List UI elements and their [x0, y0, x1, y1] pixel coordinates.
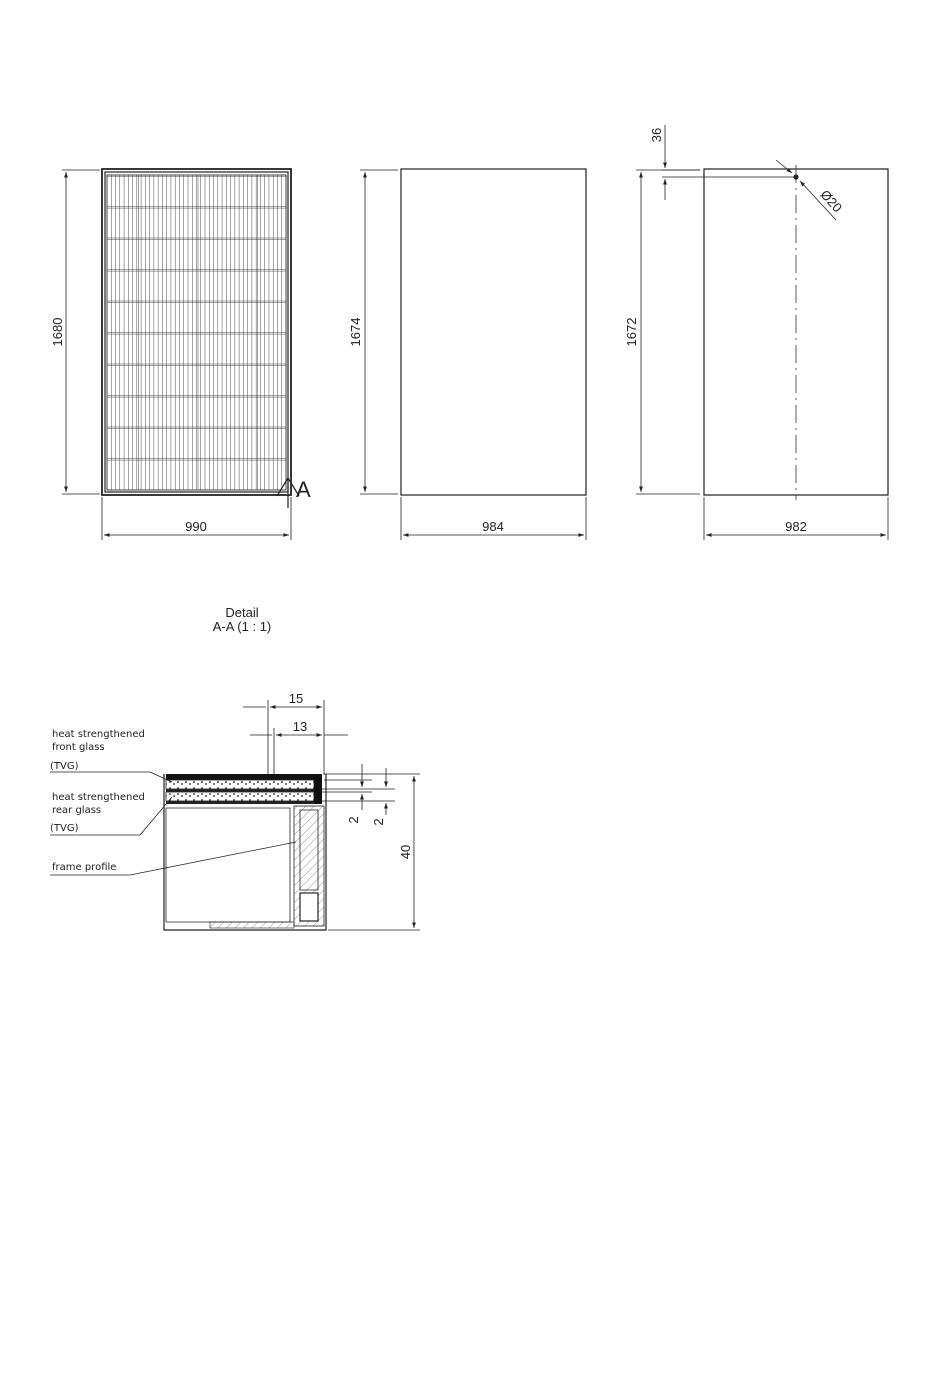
- glass-edge-seal: [314, 774, 322, 804]
- front-glass-label-3: (TVG): [50, 761, 79, 772]
- middle-view: [348, 169, 586, 540]
- back-view: [624, 125, 888, 540]
- hole-offset-dim: 36: [649, 127, 664, 143]
- rear-glass-label-1: heat strengthened: [52, 792, 145, 803]
- front-glass: [166, 780, 314, 789]
- dim-13: 13: [292, 719, 308, 734]
- solar-cell-grid: [107, 175, 286, 490]
- front-view: [50, 169, 311, 540]
- rear-glass-label-3: (TVG): [50, 823, 79, 834]
- front-width-dim: 990: [185, 519, 207, 534]
- frame-profile-label: frame profile: [52, 862, 117, 873]
- detail-title-line1: Detail: [225, 605, 259, 620]
- rear-glass: [166, 792, 314, 801]
- dim-2-left: 2: [346, 816, 361, 824]
- detail-title: [213, 605, 272, 634]
- middle-panel-outline: [401, 169, 586, 495]
- back-height-dim: 1672: [624, 317, 639, 347]
- middle-height-dim: 1674: [348, 317, 363, 347]
- front-height-dim: 1680: [50, 317, 65, 347]
- dim-40: 40: [398, 844, 413, 860]
- back-width-dim: 982: [785, 519, 807, 534]
- section-marker-label: A: [296, 477, 311, 502]
- mounting-hole: [793, 174, 798, 179]
- detail-section: [50, 691, 420, 930]
- dim-2-right: 2: [371, 818, 386, 826]
- front-glass-label-1: heat strengthened: [52, 729, 145, 740]
- front-glass-top-edge: [166, 774, 322, 780]
- detail-title-line2: A-A (1 : 1): [212, 619, 272, 634]
- middle-width-dim: 984: [482, 519, 504, 534]
- hole-diameter-dim: Ø20: [817, 186, 846, 216]
- front-glass-label-2: front glass: [52, 742, 105, 753]
- rear-glass-label-2: rear glass: [52, 805, 102, 816]
- dim-15: 15: [288, 691, 304, 706]
